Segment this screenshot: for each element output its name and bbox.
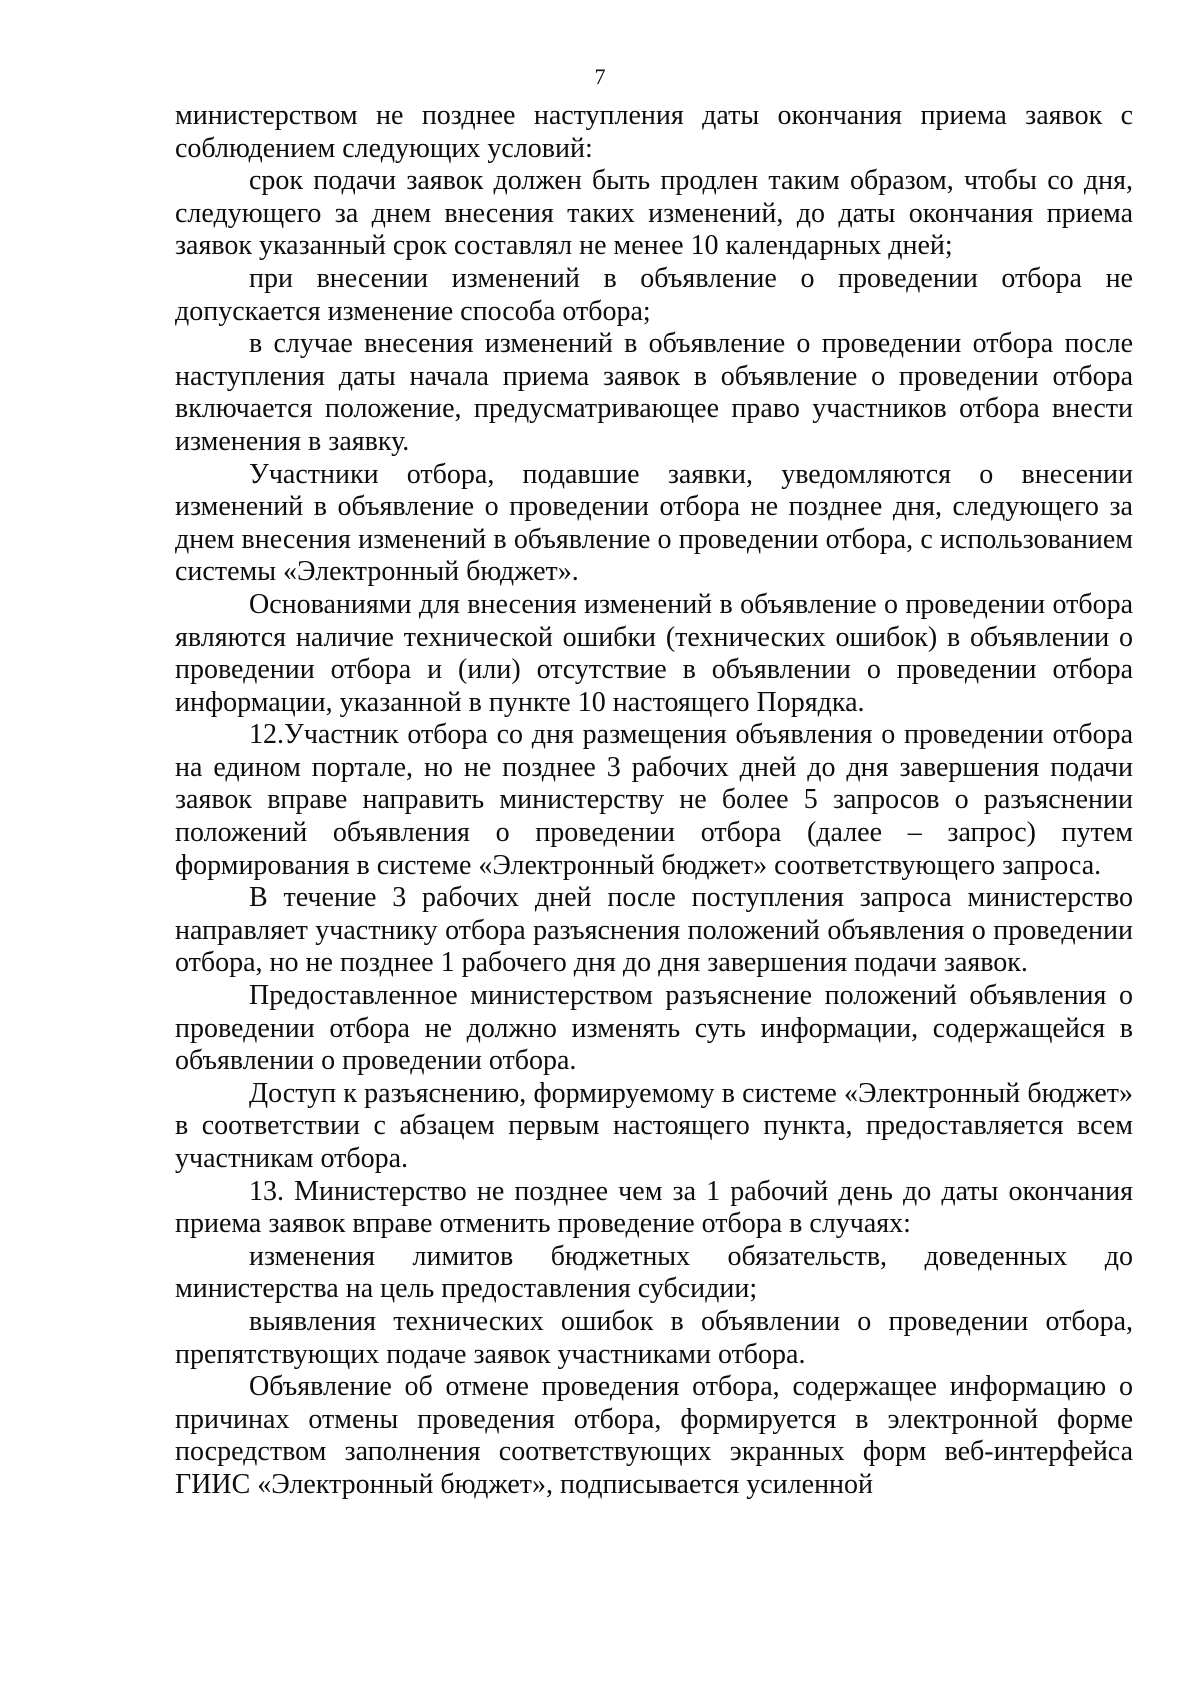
paragraph: выявления технических ошибок в объявлении о проведении отбора, препятствующих подаче заявок участниками отбора. — [175, 1305, 1133, 1370]
paragraph: изменения лимитов бюджетных обязательств, доведенных до министерства на цель предоставления субсидии; — [175, 1240, 1133, 1305]
page-number: 7 — [594, 64, 606, 89]
paragraph: при внесении изменений в объявление о проведении отбора не допускается изменение способа отбора; — [175, 262, 1133, 327]
paragraph: Предоставленное министерством разъяснение положений объявления о проведении отбора не должно изменять суть информации, содержащейся в объявлении о проведении отбора. — [175, 980, 1133, 1077]
paragraph: Доступ к разъяснению, формируемому в системе «Электронный бюджет» в соответствии с абзацем первым настоящего пункта, предоставляется всем участникам отбора. — [175, 1077, 1133, 1174]
paragraph-item-12: 12.Участник отбора со дня размещения объявления о проведении отбора на едином портале, но не позднее 3 рабочих дней до дня завершения подачи заявок вправе направить министерству не более 5 запросов о разъяснении положений объявления о проведении отбора (далее – запрос) путем формирования в системе «Электронный бюджет» соответствующего запроса. — [175, 719, 1133, 881]
paragraph: в случае внесения изменений в объявление о проведении отбора после наступления даты начала приема заявок в объявление о проведении отбора включается положение, предусматривающее право участников отбора внести изменения в заявку. — [175, 328, 1133, 457]
paragraph: В течение 3 рабочих дней после поступления запроса министерство направляет участнику отбора разъяснения положений объявления о проведении отбора, но не позднее 1 рабочего дня до дня завершения подачи заявок. — [175, 882, 1133, 979]
paragraph: Участники отбора, подавшие заявки, уведомляются о внесении изменений в объявление о проведении отбора не позднее дня, следующего за днем внесения изменений в объявление о проведении отбора, с использованием системы «Электронный бюджет». — [175, 458, 1133, 588]
document-body — [175, 100, 1133, 1502]
paragraph: Объявление об отмене проведения отбора, содержащее информацию о причинах отмены проведения отбора, формируется в электронной форме посредством заполнения соответствующих экранных форм веб-интерфейса ГИИС «Электронный бюджет», подписывается усиленной — [175, 1371, 1133, 1500]
paragraph: срок подачи заявок должен быть продлен таким образом, чтобы со дня, следующего за днем внесения таких изменений, до даты окончания приема заявок указанный срок составлял не менее 10 календарных дней; — [175, 165, 1133, 262]
paragraph-item-13: 13. Министерство не позднее чем за 1 рабочий день до даты окончания приема заявок вправе отменить проведение отбора в случаях: — [175, 1175, 1133, 1240]
paragraph: Основаниями для внесения изменений в объявление о проведении отбора являются наличие технической ошибки (технических ошибок) в объявлении о проведении отбора и (или) отсутствие в объявлении о проведении отбора информации, указанной в пункте 10 настоящего Порядка. — [175, 588, 1133, 718]
paragraph-continuation: министерством не позднее наступления даты окончания приема заявок с соблюдением следующих условий: — [175, 100, 1133, 164]
